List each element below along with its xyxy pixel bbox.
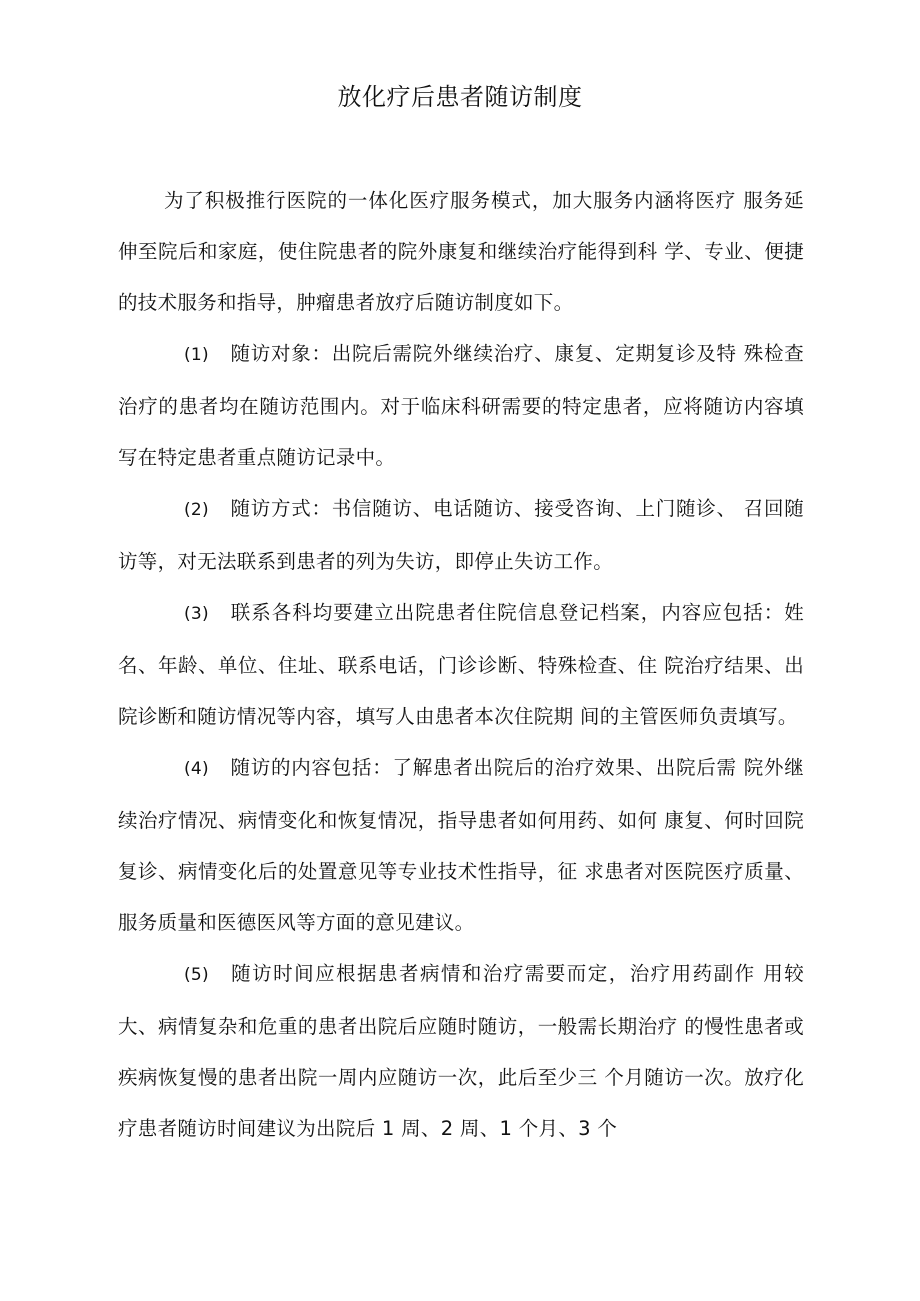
- item-number-3: (3): [184, 604, 209, 624]
- item-text-4: 随访的内容包括：了解患者出院后的治疗效果、出院后需 院外继续治疗情况、病情变化和恢复情况，指导患者如何用药、如何 康复、何时回院复诊、病情变化后的处置意见等专业技术性指导，征 求患者对医院医疗质量、服务质量和医德医风等方面的意见建议。: [118, 756, 804, 934]
- item-paragraph-3: [118, 587, 804, 742]
- item-paragraph-5: [118, 948, 804, 1154]
- item-number-1: (1): [184, 345, 209, 365]
- item-text-2: 随访方式：书信随访、电话随访、接受咨询、上门随诊、 召回随访等，对无法联系到患者的列为失访，即停止失访工作。: [118, 497, 804, 573]
- item-paragraph-1: [118, 328, 804, 483]
- item-text-1: 随访对象：出院后需院外继续治疗、康复、定期复诊及特 殊检查治疗的患者均在随访范围内。对于临床科研需要的特定患者，应将随访内容填写在特定患者重点随访记录中。: [118, 342, 804, 469]
- intro-paragraph: 为了积极推行医院的一体化医疗服务模式，加大服务内涵将医疗 服务延伸至院后和家庭，使住院患者的院外康复和继续治疗能得到科 学、专业、便捷的技术服务和指导，肿瘤患者放疗后随访制度如下。: [118, 189, 804, 314]
- item-paragraph-2: [118, 483, 804, 587]
- document-body: [118, 175, 804, 1154]
- document-title: 放化疗后患者随访制度: [337, 83, 583, 111]
- item-text-5: 随访时间应根据患者病情和治疗需要而定，治疗用药副作 用较大、病情复杂和危重的患者出院后应随时随访，一般需长期治疗 的慢性患者或疾病恢复慢的患者出院一周内应随访一次，此后至少三 个月随访一次。放疗化疗患者随访时间建议为出院后 1 周、2 周、1 个月、3 个: [118, 962, 804, 1140]
- item-number-4: (4): [184, 759, 209, 779]
- item-number-2: (2): [184, 500, 209, 520]
- item-number-5: (5): [184, 965, 209, 985]
- item-text-3: 联系各科均要建立出院患者住院信息登记档案，内容应包括：姓名、年龄、单位、住址、联系电话，门诊诊断、特殊检查、住 院治疗结果、出院诊断和随访情况等内容，填写人由患者本次住院期 间的主管医师负责填写。: [118, 601, 804, 728]
- item-paragraph-4: [118, 742, 804, 948]
